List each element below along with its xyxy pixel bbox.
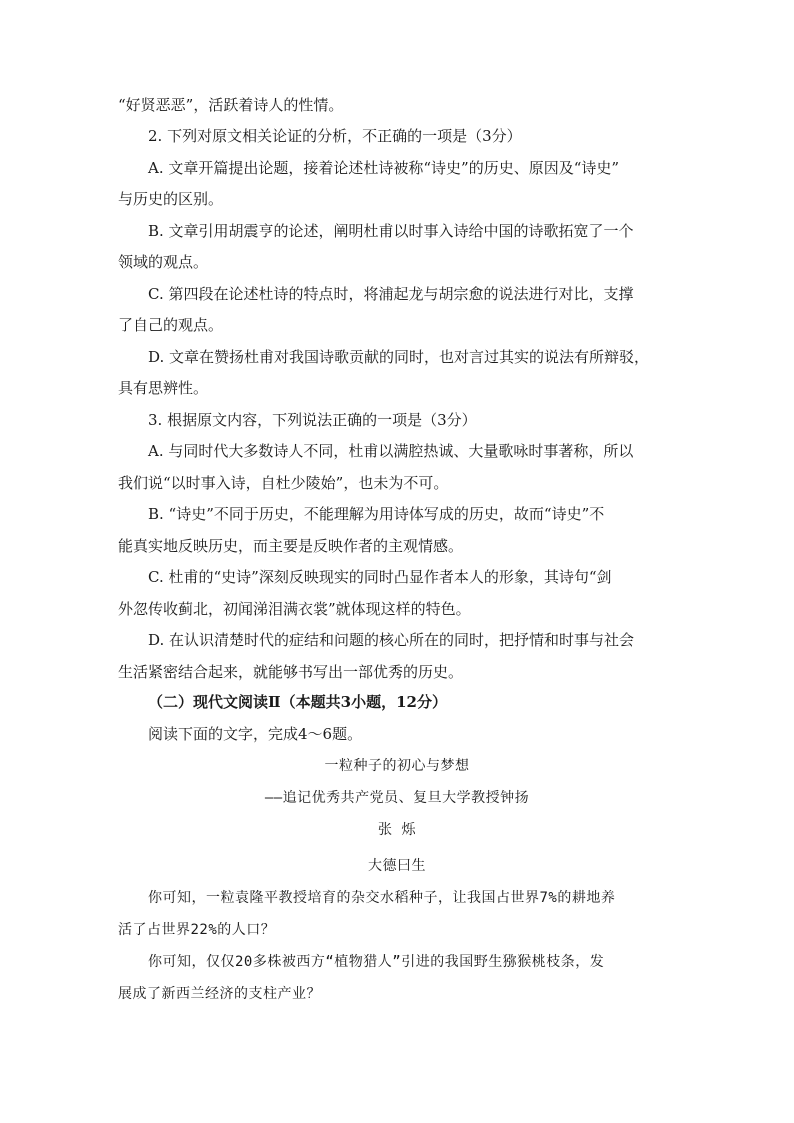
article-title: 一粒种子的初心与梦想	[324, 758, 470, 774]
question-3-option-b: B. “诗史”不同于历史，不能理解为用诗体写成的历史，故而“诗史”不	[148, 505, 605, 523]
article-paragraph: 你可知，一粒袁隆平教授培育的杂交水稻种子，让我国占世界7%的耕地养	[148, 890, 616, 906]
question-2-option-c: C. 第四段在论述杜诗的特点时，将浦起龙与胡宗愈的说法进行对比，支撑	[148, 285, 634, 303]
article-subtitle: ——追记优秀共产党员、复旦大学教授钟扬	[264, 790, 530, 806]
text-line: 生活紧密结合起来，就能够书写出一部优秀的历史。	[118, 663, 464, 681]
text-line: “好贤恶恶”，活跃着诗人的性情。	[118, 96, 344, 114]
question-2-option-b: B. 文章引用胡震亨的论述，阐明杜甫以时事入诗给中国的诗歌拓宽了一个	[148, 222, 634, 240]
article-paragraph-line: 展成了新西兰经济的支柱产业？	[118, 986, 321, 1002]
section-heading: （二）现代文阅读Ⅱ（本题共3小题，12分）	[148, 693, 447, 711]
question-2-option-d: D. 文章在赞扬杜甫对我国诗歌贡献的同时，也对言过其实的说法有所辩驳，	[148, 348, 650, 366]
instruction: 阅读下面的文字，完成4～6题。	[148, 725, 363, 743]
text-line: 具有思辨性。	[118, 379, 209, 397]
text-line: 我们说“以时事入诗，自杜少陵始”，也未为不可。	[118, 474, 449, 492]
question-3-option-c: C. 杜甫的“史诗”深刻反映现实的同时凸显作者本人的形象，其诗句“剑	[148, 568, 612, 586]
text-line: 领域的观点。	[118, 253, 209, 271]
text-line: 能真实地反映历史，而主要是反映作者的主观情感。	[118, 537, 464, 555]
text-line: 与历史的区别。	[118, 190, 224, 208]
article-paragraph-line: 活了占世界22%的人口？	[118, 922, 276, 938]
article-paragraph: 你可知，仅仅20多株被西方“植物猎人”引进的我国野生猕猴桃枝条，发	[148, 954, 605, 970]
text-line: 了自己的观点。	[118, 316, 224, 334]
question-3-option-d: D. 在认识清楚时代的症结和问题的核心所在的同时，把抒情和时事与社会	[148, 631, 635, 649]
question-3-stem: 3. 根据原文内容，下列说法正确的一项是（3分）	[148, 411, 477, 429]
question-2-option-a: A. 文章开篇提出论题，接着论述杜诗被称“诗史”的历史、原因及“诗史”	[148, 159, 620, 177]
article-section-heading: 大德曰生	[368, 858, 426, 874]
article-author: 张 烁	[378, 822, 416, 838]
text-line: 外忽传收蓟北，初闻涕泪满衣裳”就体现这样的特色。	[118, 600, 471, 618]
question-3-option-a: A. 与同时代大多数诗人不同，杜甫以满腔热诚、大量歌咏时事著称，所以	[148, 442, 634, 460]
question-2-stem: 2. 下列对原文相关论证的分析，不正确的一项是（3分）	[148, 127, 522, 145]
